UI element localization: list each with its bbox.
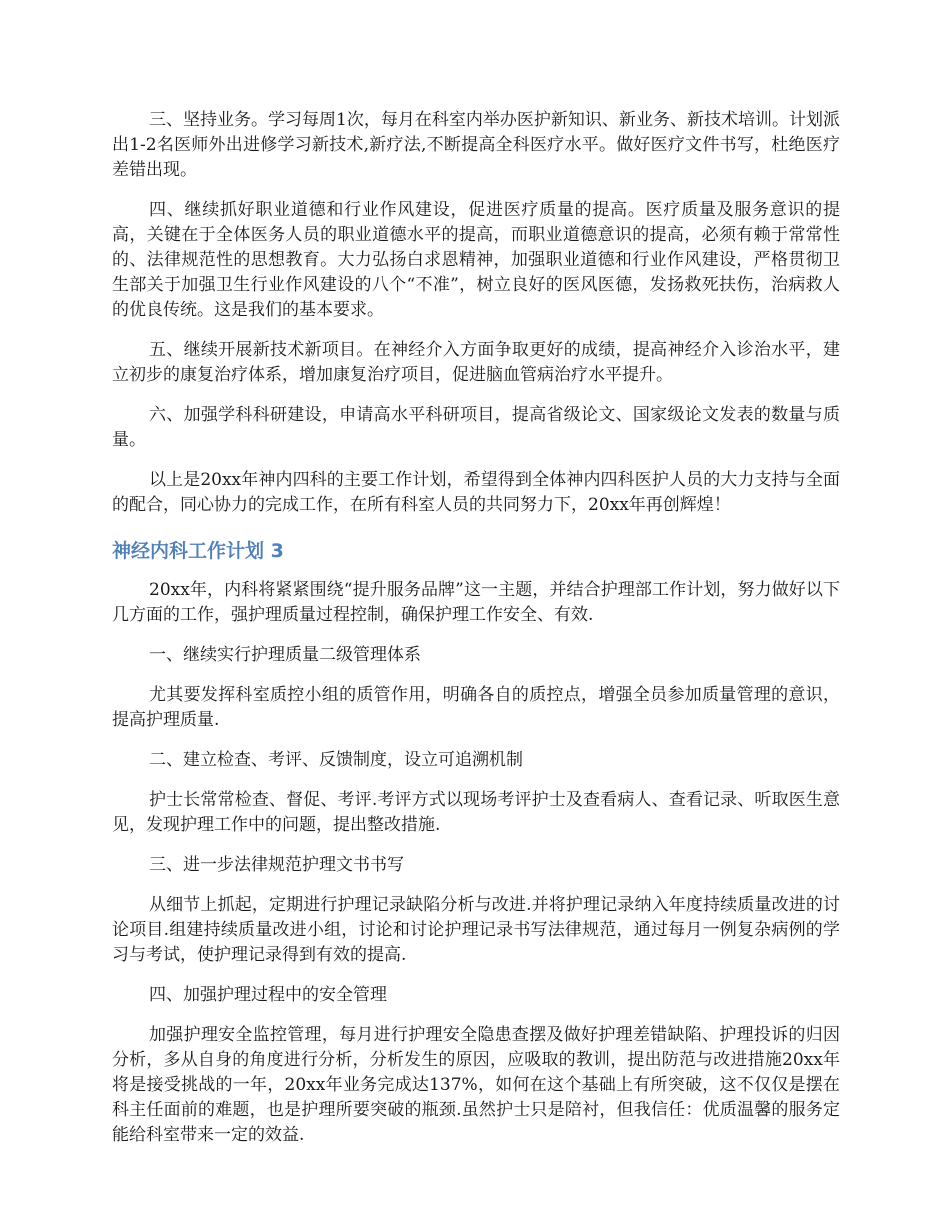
- paragraph-new-technology: 五、继续开展新技术新项目。在神经介入方面争取更好的成绩，提高神经介入诊治水平，建立初步的康复治疗体系，增加康复治疗项目，促进脑血管病治疗水平提升。: [112, 340, 840, 385]
- paragraph-item-2-title: 二、建立检查、考评、反馈制度，设立可追溯机制: [149, 750, 523, 770]
- paragraph-item-4-body: 加强护理安全监控管理，每月进行护理安全隐患查摆及做好护理差错缺陷、护理投诉的归因分析，多从自身的角度进行分析，分析发生的原因，应吸取的教训，提出防范与改进措施20xx年将是接受挑战的一年，20xx年业务完成达137%，如何在这个基础上有所突破，这不仅仅是摆在科主任面前的难题，也是护理所要突破的瓶颈.虽然护士只是陪衬，但我信任：优质温馨的服务定能给科室带来一定的效益.: [112, 1025, 840, 1145]
- paragraph-item-3-title: 三、进一步法律规范护理文书书写: [149, 855, 404, 875]
- paragraph-item-4-title: 四、加强护理过程中的安全管理: [149, 985, 387, 1005]
- paragraph-item-1-title: 一、继续实行护理质量二级管理体系: [149, 645, 421, 665]
- paragraph-summary: 以上是20xx年神内四科的主要工作计划，希望得到全体神内四科医护人员的大力支持与全面的配合，同心协力的完成工作，在所有科室人员的共同努力下，20xx年再创辉煌！: [112, 470, 840, 515]
- paragraph-item-3-body: 从细节上抓起，定期进行护理记录缺陷分析与改进.并将护理记录纳入年度持续质量改进的讨论项目.组建持续质量改进小组，讨论和讨论护理记录书写法律规范，通过每月一例复杂病例的学习与考试，使护理记录得到有效的提高.: [112, 895, 840, 965]
- paragraph-professional-ethics: 四、继续抓好职业道德和行业作风建设，促进医疗质量的提高。医疗质量及服务意识的提高，关键在于全体医务人员的职业道德水平的提高，而职业道德意识的提高，必须有赖于常常性的、法律规范性的思想教育。大力弘扬白求恩精神，加强职业道德和行业作风建设，严格贯彻卫生部关于加强卫生行业作风建设的八个“不准”，树立良好的医风医德，发扬救死扶伤，治病救人的优良传统。这是我们的基本要求。: [112, 200, 840, 320]
- paragraph-item-2-body: 护士长常常检查、督促、考评.考评方式以现场考评护士及查看病人、查看记录、听取医生意见，发现护理工作中的问题，提出整改措施.: [112, 790, 840, 835]
- paragraph-adhere-business: 三、坚持业务。学习每周1次，每月在科室内举办医护新知识、新业务、新技术培训。计划派出1-2名医师外出进修学习新技术,新疗法,不断提高全科医疗水平。做好医疗文件书写，杜绝医疗差错出现。: [112, 110, 840, 180]
- document-page: [112, 108, 840, 1163]
- paragraph-item-1-body: 尤其要发挥科室质控小组的质管作用，明确各自的质控点，增强全员参加质量管理的意识，提高护理质量.: [112, 685, 840, 730]
- paragraph-research-construction: 六、加强学科科研建设，申请高水平科研项目，提高省级论文、国家级论文发表的数量与质量。: [112, 405, 840, 450]
- section-heading: 神经内科工作计划 3: [112, 540, 284, 562]
- paragraph-intro: 20xx年，内科将紧紧围绕“提升服务品牌”这一主题，并结合护理部工作计划，努力做好以下几方面的工作，强护理质量过程控制，确保护理工作安全、有效.: [112, 580, 840, 625]
